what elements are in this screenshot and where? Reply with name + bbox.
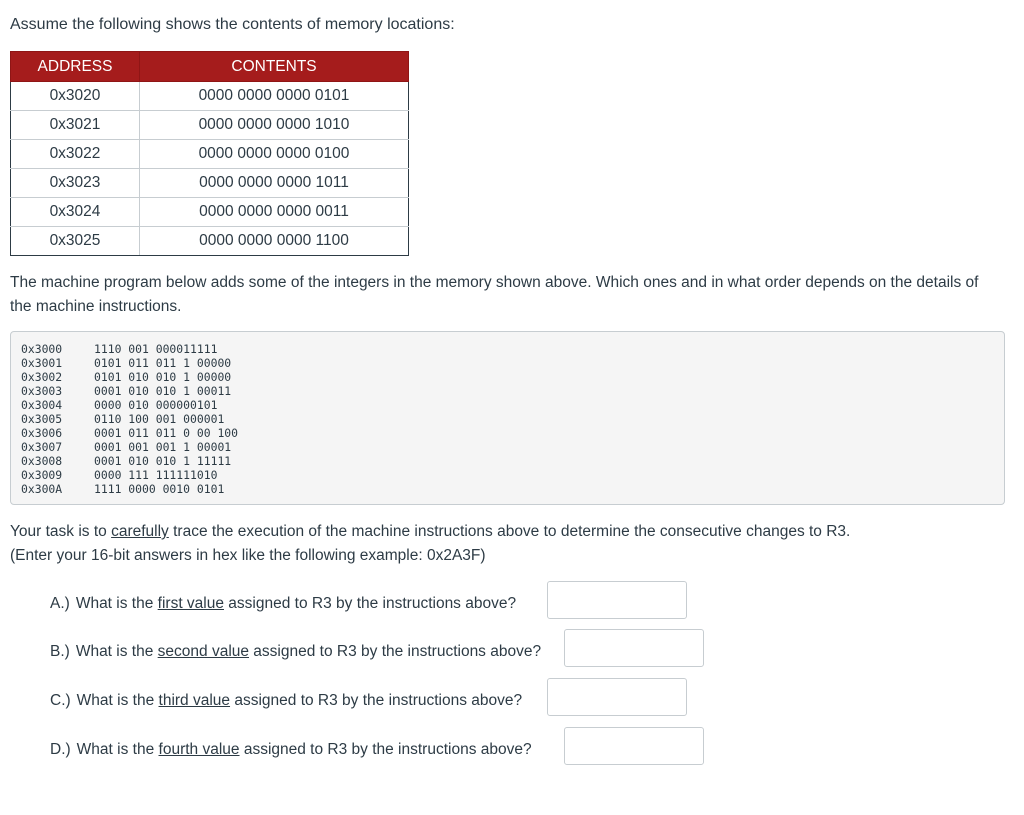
question-c bbox=[50, 689, 522, 713]
question-letter: D.) bbox=[50, 741, 71, 758]
code-instruction: 1110 001 000011111 bbox=[94, 342, 218, 356]
answer-input-c[interactable] bbox=[547, 678, 687, 716]
code-line bbox=[21, 468, 217, 482]
code-line bbox=[21, 412, 224, 426]
program-code-block bbox=[10, 331, 1005, 505]
question-d bbox=[50, 738, 532, 762]
code-line bbox=[21, 398, 217, 412]
question-emphasis: fourth value bbox=[158, 741, 240, 758]
question-letter: B.) bbox=[50, 643, 70, 660]
address-cell: 0x3022 bbox=[11, 140, 140, 169]
question-a bbox=[50, 592, 516, 616]
contents-cell: 0000 0000 0000 1010 bbox=[140, 111, 409, 140]
table-row bbox=[11, 111, 409, 140]
program-description: The machine program below adds some of the integers in the memory shown above. Which ones and in what order depends on the details of the machine instructions. bbox=[10, 274, 979, 315]
intro-text: Assume the following shows the contents of memory locations: bbox=[10, 16, 455, 33]
question-text: assigned to R3 by the instructions above? bbox=[230, 692, 523, 709]
contents-cell: 0000 0000 0000 0011 bbox=[140, 198, 409, 227]
table-row bbox=[11, 140, 409, 169]
code-line bbox=[21, 342, 217, 356]
task-text: Your task is to bbox=[10, 523, 112, 540]
question-text: assigned to R3 by the instructions above? bbox=[224, 595, 517, 612]
question-text: What is the bbox=[75, 595, 158, 612]
code-line bbox=[21, 426, 238, 440]
answer-input-d[interactable] bbox=[564, 727, 704, 765]
task-emphasis: carefully bbox=[111, 523, 169, 540]
contents-cell: 0000 0000 0000 0101 bbox=[140, 82, 409, 111]
code-line bbox=[21, 370, 231, 384]
code-address: 0x3003 bbox=[21, 384, 63, 398]
code-instruction: 0000 010 000000101 bbox=[94, 398, 218, 412]
memory-table-header bbox=[11, 52, 409, 82]
header-contents: CONTENTS bbox=[140, 52, 409, 82]
code-instruction: 1111 0000 0010 0101 bbox=[94, 482, 225, 496]
code-line bbox=[21, 440, 231, 454]
task-text: trace the execution of the machine instructions above to determine the consecutive changes to R3. bbox=[168, 523, 851, 540]
question-emphasis: second value bbox=[157, 643, 249, 660]
code-instruction: 0110 100 001 000001 bbox=[94, 412, 225, 426]
code-address: 0x3005 bbox=[21, 412, 63, 426]
address-cell: 0x3021 bbox=[11, 111, 140, 140]
table-row bbox=[11, 198, 409, 227]
code-line bbox=[21, 482, 224, 496]
code-instruction: 0001 011 011 0 00 100 bbox=[94, 426, 239, 440]
question-text: What is the bbox=[76, 741, 159, 758]
table-row bbox=[11, 227, 409, 256]
table-row bbox=[11, 82, 409, 111]
code-instruction: 0001 010 010 1 00011 bbox=[94, 384, 232, 398]
question-emphasis: first value bbox=[157, 595, 224, 612]
code-address: 0x3007 bbox=[21, 440, 63, 454]
code-line bbox=[21, 454, 231, 468]
answer-input-a[interactable] bbox=[547, 581, 687, 619]
memory-table bbox=[10, 51, 409, 256]
code-address: 0x3002 bbox=[21, 370, 63, 384]
code-line bbox=[21, 384, 231, 398]
contents-cell: 0000 0000 0000 1100 bbox=[140, 227, 409, 256]
code-address: 0x3000 bbox=[21, 342, 63, 356]
answer-input-b[interactable] bbox=[564, 629, 704, 667]
address-cell: 0x3023 bbox=[11, 169, 140, 198]
code-instruction: 0001 001 001 1 00001 bbox=[94, 440, 232, 454]
code-instruction: 0001 010 010 1 11111 bbox=[94, 454, 232, 468]
code-line bbox=[21, 356, 231, 370]
code-address: 0x3006 bbox=[21, 426, 63, 440]
code-instruction: 0101 011 011 1 00000 bbox=[94, 356, 232, 370]
question-letter: C.) bbox=[50, 692, 71, 709]
question-text: What is the bbox=[75, 643, 158, 660]
code-address: 0x3009 bbox=[21, 468, 63, 482]
address-cell: 0x3020 bbox=[11, 82, 140, 111]
task-line-1 bbox=[10, 520, 1010, 544]
code-instruction: 0000 111 111111010 bbox=[94, 468, 218, 482]
code-instruction: 0101 010 010 1 00000 bbox=[94, 370, 232, 384]
address-cell: 0x3025 bbox=[11, 227, 140, 256]
code-address: 0x300A bbox=[21, 482, 63, 496]
header-address: ADDRESS bbox=[11, 52, 140, 82]
question-text: assigned to R3 by the instructions above? bbox=[249, 643, 542, 660]
address-cell: 0x3024 bbox=[11, 198, 140, 227]
table-row bbox=[11, 169, 409, 198]
code-address: 0x3008 bbox=[21, 454, 63, 468]
task-line-2: (Enter your 16-bit answers in hex like the following example: 0x2A3F) bbox=[10, 547, 486, 564]
contents-cell: 0000 0000 0000 1011 bbox=[140, 169, 409, 198]
question-b bbox=[50, 640, 541, 664]
contents-cell: 0000 0000 0000 0100 bbox=[140, 140, 409, 169]
question-emphasis: third value bbox=[158, 692, 231, 709]
code-address: 0x3001 bbox=[21, 356, 63, 370]
question-letter: A.) bbox=[50, 595, 70, 612]
code-address: 0x3004 bbox=[21, 398, 63, 412]
question-text: assigned to R3 by the instructions above? bbox=[239, 741, 532, 758]
question-text: What is the bbox=[76, 692, 159, 709]
task-instructions bbox=[10, 520, 1010, 568]
